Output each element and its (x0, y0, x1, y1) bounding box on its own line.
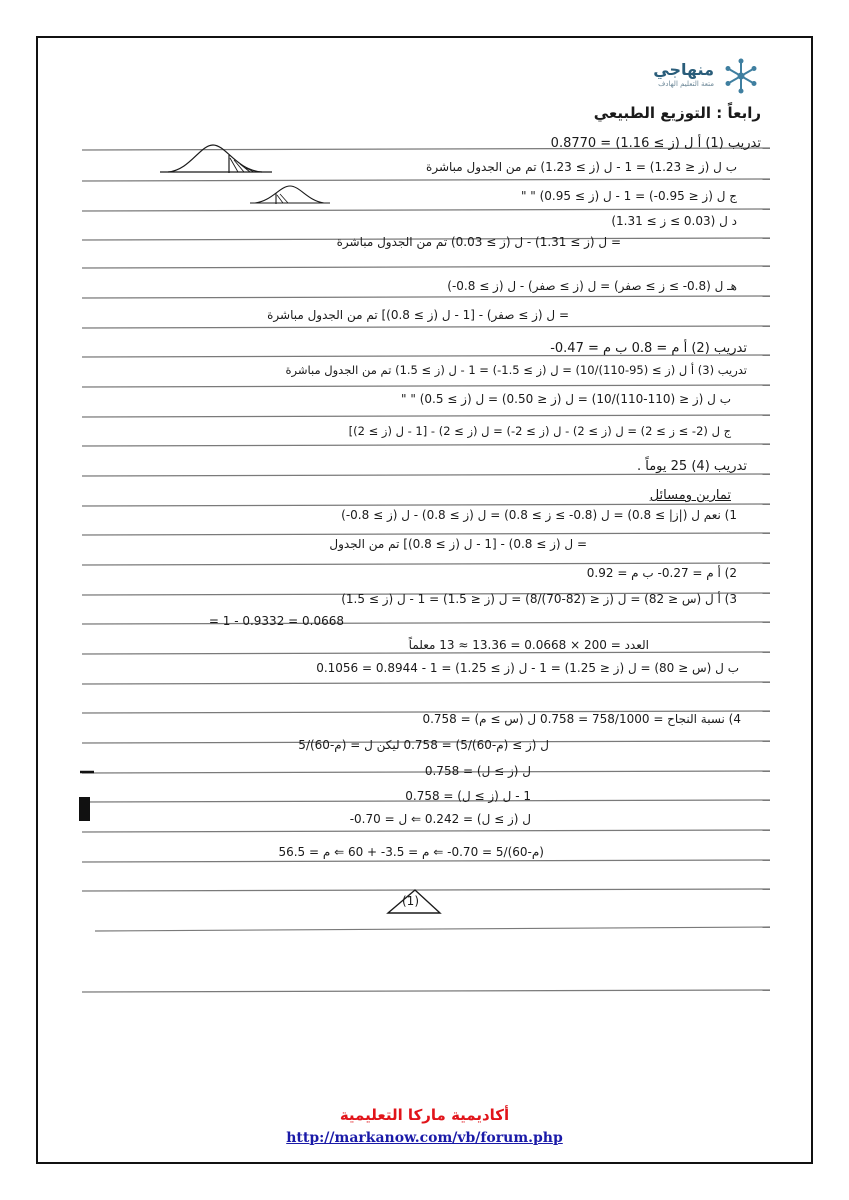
note-line: ل (ز ≥ ل) = 0.758 (424, 764, 531, 778)
note-line: 2) أ م = 0.27- ب م = 0.92 (586, 566, 737, 580)
note-line: تدريب (3) أ ل (ز ≥ (95-110)/10) = ل (ز ≥ 1.5-) = 1 - ل (ز ≥ 1.5) تم من الجدول مباشرة (285, 363, 747, 377)
note-line: (م-60)/5 = 0.70- ⇐ م = 3.5- + 60 ⇐ م = 56.5 (278, 845, 544, 859)
note-line: 1) نعم ل (|ز| ≥ 0.8) = ل (0.8- ≥ ز ≥ 0.8) = ل (ز ≥ 0.8) - ل (ز ≥ 0.8-) (341, 508, 737, 522)
note-line: = ل (ز ≥ 0.8) - [1 - ل (ز ≥ 0.8)] تم من الجدول (329, 537, 587, 551)
note-line: 4) نسبة النجاح = 758/1000 = 0.758 ل (س ≥ م) = 0.758 (422, 712, 741, 726)
heading-normal-distribution: رابعاً : التوزيع الطبيعي (593, 104, 761, 122)
note-line: هـ ل (0.8- ≥ ز ≥ صفر) = ل (ز ≥ صفر) - ل (ز ≥ 0.8-) (447, 279, 737, 293)
note-line: تدريب (1) أ ل (ز ≥ 1.16) = 0.8770 (550, 136, 761, 151)
note-line: = ل (ز ≥ 1.31) - ل (ز ≥ 0.03) تم من الجدول مباشرة (336, 235, 621, 249)
logo-name: منهاجي (653, 60, 714, 79)
footer-academy-name: أكاديمية ماركا التعليمية (339, 1106, 510, 1124)
note-line: ج ل (2- ≥ ز ≥ 2) = ل (ز ≥ 2) - ل (ز ≥ 2-) = ل (ز ≥ 2) - [1 - ل (ز ≥ 2)] (348, 424, 731, 438)
logo-tagline: متعة التعليم الهادف (658, 80, 714, 88)
note-line: ل (ز ≥ (م-60)/5) = 0.758 ليكن ل = (م-60)/5 (298, 738, 549, 752)
note-line: تدريب (4) 25 يوماً . (636, 459, 747, 474)
note-line: = 1 - 0.9332 = 0.0668 (208, 614, 344, 628)
note-line: ب ل (س ≤ 80) = ل (ز ≤ 1.25) = 1 - ل (ز ≥ 1.25) = 1 - 0.8944 = 0.1056 (316, 661, 739, 675)
note-line: د ل (0.03 ≥ ز ≥ 1.31) (611, 214, 737, 228)
note-line: ب ل (ز ≤ (110-110)/10) = ل (ز ≤ 0.50) = ل (ز ≥ 0.5) " " (401, 392, 731, 406)
scan-mark (79, 797, 90, 821)
note-line: 1 - ل (ز ≥ ل) = 0.758 (405, 789, 531, 803)
note-line: ج ل (ز ≤ 0.95-) = 1 - ل (ز ≥ 0.95) " " (520, 189, 737, 203)
section-exercises: تمارين ومسائل (649, 488, 731, 503)
note-line: ب ل (ز ≤ 1.23) = 1 - ل (ز ≥ 1.23) تم من الجدول مباشرة (426, 160, 737, 174)
note-line: = ل (ز ≥ صفر) - [1 - ل (ز ≥ 0.8)] تم من الجدول مباشرة (267, 308, 569, 322)
page-number: (1) (402, 894, 419, 908)
note-line: 3) أ ل (س ≤ 82) = ل (ز ≤ (82-70)/8) = ل (ز ≤ 1.5) = 1 - ل (ز ≥ 1.5) (341, 592, 737, 606)
footer-forum-link[interactable]: http://markanow.com/vb/forum.php (286, 1130, 563, 1146)
note-line: تدريب (2) أ م = 0.8 ب م = 0.47- (550, 341, 747, 356)
note-line: العدد = 200 × 0.0668 = 13.36 ≈ 13 معلماً (408, 638, 649, 652)
note-line: ل (ز ≥ ل) = 0.242 ⇐ ل = 0.70- (349, 812, 531, 826)
